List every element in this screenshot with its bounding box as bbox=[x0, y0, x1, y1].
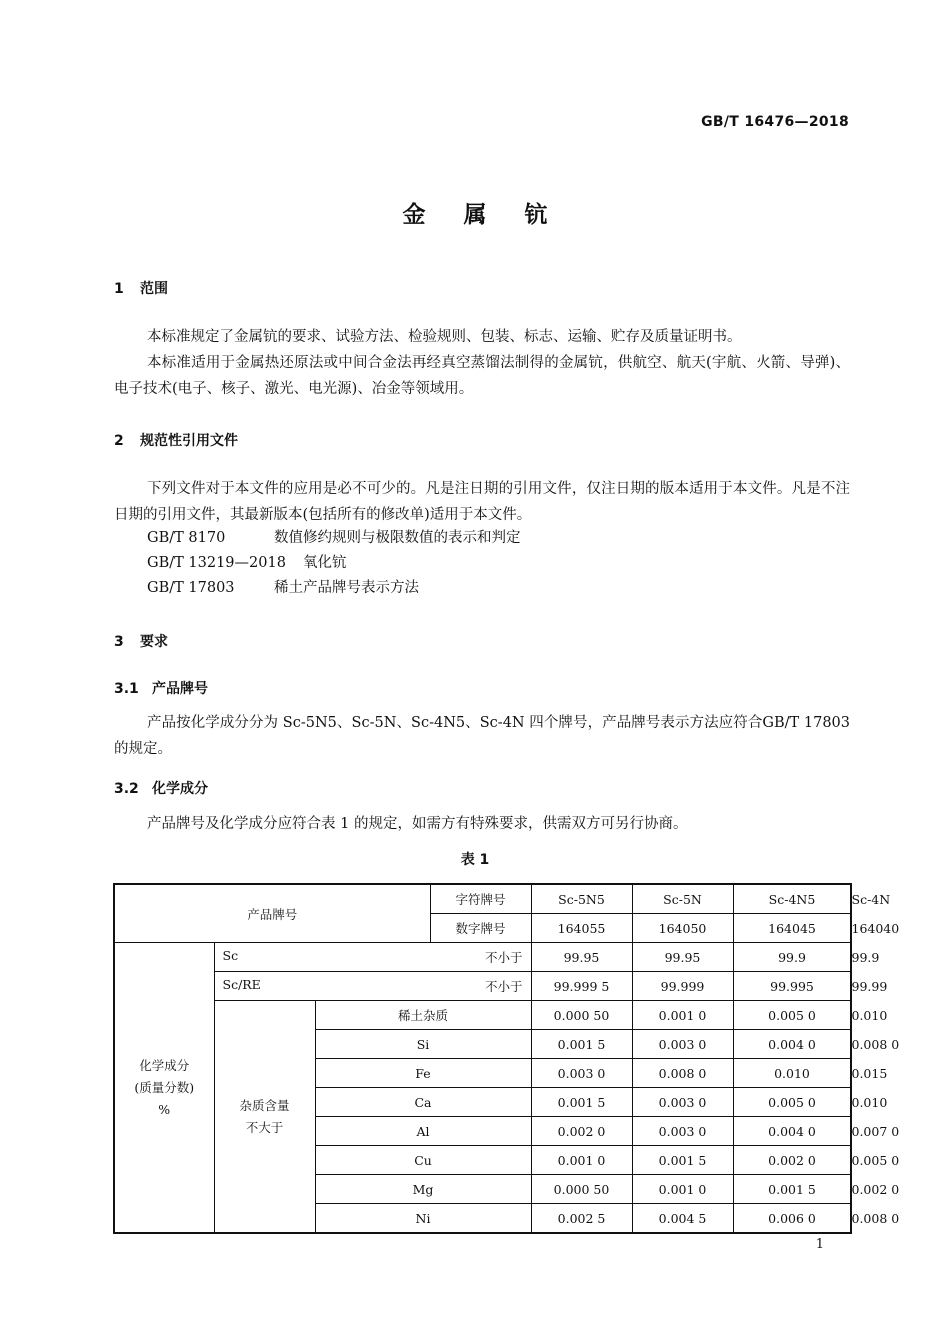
table-cell: 0.002 5 bbox=[531, 1204, 632, 1234]
table-row: 产品牌号 字符牌号 Sc-5N5 Sc-5N Sc-4N5 Sc-4N bbox=[114, 884, 851, 914]
table-cell: 0.003 0 bbox=[531, 1059, 632, 1088]
table-cell: 99.999 bbox=[632, 972, 733, 1001]
section-3-number: 3 bbox=[114, 634, 124, 650]
num-grade-header: 数字牌号 bbox=[430, 914, 531, 943]
section-3-1-title: 产品牌号 bbox=[152, 681, 208, 697]
table-cell: 0.003 0 bbox=[632, 1117, 733, 1146]
reference-code: GB/T 17803 bbox=[147, 580, 235, 596]
chemical-composition-table bbox=[113, 883, 900, 1234]
table-cell: 0.001 5 bbox=[733, 1175, 851, 1204]
table-cell: 0.001 5 bbox=[531, 1030, 632, 1059]
impurity-content-header bbox=[214, 1001, 315, 1234]
section-3-2-title: 化学成分 bbox=[152, 781, 208, 797]
reference-title: 氧化钪 bbox=[303, 555, 347, 571]
table-cell: Ca bbox=[315, 1088, 531, 1117]
section-3-title: 要求 bbox=[140, 634, 168, 650]
table-cell: 0.001 0 bbox=[531, 1146, 632, 1175]
table-row: Cu 0.001 0 0.001 5 0.002 0 0.005 0 bbox=[114, 1146, 851, 1175]
table-cell: 0.002 0 bbox=[733, 1146, 851, 1175]
element-name: Sc/RE bbox=[222, 977, 261, 992]
section-1-title: 范围 bbox=[140, 281, 168, 297]
table-cell: 0.001 5 bbox=[531, 1088, 632, 1117]
table-cell: 0.000 50 bbox=[531, 1001, 632, 1030]
table-cell: Mg bbox=[315, 1175, 531, 1204]
section-1-body bbox=[114, 324, 850, 402]
impurity-label-line: 杂质含量 bbox=[239, 1097, 290, 1113]
table-cell: 164055 bbox=[531, 914, 632, 943]
table-row: Sc/RE 不小于 99.999 5 99.999 99.995 99.99 bbox=[114, 972, 851, 1001]
table-cell: 99.9 bbox=[733, 943, 851, 972]
table-cell: Ni bbox=[315, 1204, 531, 1234]
section-2-body bbox=[114, 476, 850, 528]
table-cell: 164050 bbox=[632, 914, 733, 943]
table-cell bbox=[214, 943, 531, 972]
table-caption: 表 1 bbox=[460, 852, 490, 868]
section-1-paragraph-2: 本标准适用于金属热还原法或中间合金法再经真空蒸馏法制得的金属钪，供航空、航天(宇航、火箭、导弹)、电子技术(电子、核子、激光、电光源)、冶金等领域用。 bbox=[114, 355, 850, 397]
section-3-1-heading bbox=[114, 678, 208, 698]
section-3-1-paragraph-1: 产品按化学成分分为 Sc-5N5、Sc-5N、Sc-4N5、Sc-4N 四个牌号，产品牌号表示方法应符合GB/T 17803的规定。 bbox=[114, 715, 850, 757]
table-row: Al 0.002 0 0.003 0 0.004 0 0.007 0 bbox=[114, 1117, 851, 1146]
impurity-label-line: 不大于 bbox=[245, 1119, 284, 1135]
char-grade-header: 字符牌号 bbox=[430, 884, 531, 914]
table-cell: 99.995 bbox=[733, 972, 851, 1001]
table-row: Mg 0.000 50 0.001 0 0.001 5 0.002 0 bbox=[114, 1175, 851, 1204]
table-cell: 0.005 0 bbox=[733, 1088, 851, 1117]
table-row: 化学成分 (质量分数) % Sc 不小于 99.95 99.95 99.9 99.9 bbox=[114, 943, 851, 972]
chemical-composition-header bbox=[114, 943, 214, 1234]
table-cell: Cu bbox=[315, 1146, 531, 1175]
standard-number: GB/T 16476—2018 bbox=[701, 114, 849, 130]
row-label bbox=[215, 977, 531, 995]
table-cell: Fe bbox=[315, 1059, 531, 1088]
section-3-2-body bbox=[114, 811, 850, 837]
section-2-paragraph-1: 下列文件对于本文件的应用是必不可少的。凡是注日期的引用文件，仅注日期的版本适用于本文件。凡是不注日期的引用文件，其最新版本(包括所有的修改单)适用于本文件。 bbox=[114, 481, 850, 523]
section-1-number: 1 bbox=[114, 281, 124, 297]
table-row: Si 0.001 5 0.003 0 0.004 0 0.008 0 bbox=[114, 1030, 851, 1059]
limit-label: 不小于 bbox=[484, 979, 523, 994]
table-cell: 99.999 5 bbox=[531, 972, 632, 1001]
table-cell: 0.001 0 bbox=[632, 1001, 733, 1030]
section-3-2-paragraph-1: 产品牌号及化学成分应符合表 1 的规定，如需方有特殊要求，供需双方可另行协商。 bbox=[147, 816, 688, 832]
reference-code: GB/T 13219—2018 bbox=[147, 555, 286, 571]
normative-references-list bbox=[147, 526, 521, 601]
table-cell: 0.005 0 bbox=[733, 1001, 851, 1030]
section-3-2-heading bbox=[114, 778, 208, 798]
table-cell: 0.008 0 bbox=[632, 1059, 733, 1088]
reference-item bbox=[147, 576, 521, 601]
page-number: 1 bbox=[815, 1237, 824, 1252]
table-cell: 0.010 bbox=[733, 1059, 851, 1088]
document-title: 金属钪 bbox=[402, 202, 586, 228]
limit-label: 不小于 bbox=[484, 950, 523, 965]
element-name: Sc bbox=[222, 948, 239, 963]
section-3-heading bbox=[114, 631, 168, 651]
row-label bbox=[215, 948, 531, 966]
table-cell: 0.004 5 bbox=[632, 1204, 733, 1234]
section-2-title: 规范性引用文件 bbox=[140, 433, 238, 449]
table-cell: Al bbox=[315, 1117, 531, 1146]
table-cell: Sc-4N5 bbox=[733, 884, 851, 914]
table-cell: Sc-5N bbox=[632, 884, 733, 914]
table-row: 杂质含量 不大于 稀土杂质 0.000 50 0.001 0 0.005 0 0.010 bbox=[114, 1001, 851, 1030]
chem-label-line: 化学成分 bbox=[139, 1057, 190, 1073]
table-cell: 0.006 0 bbox=[733, 1204, 851, 1234]
table-cell: 164045 bbox=[733, 914, 851, 943]
table-cell: Si bbox=[315, 1030, 531, 1059]
reference-code: GB/T 8170 bbox=[147, 530, 226, 546]
table-cell: 0.004 0 bbox=[733, 1030, 851, 1059]
reference-item bbox=[147, 526, 521, 551]
section-3-2-number: 3.2 bbox=[114, 781, 139, 797]
section-2-heading bbox=[114, 430, 238, 450]
table-cell: 99.95 bbox=[531, 943, 632, 972]
table-row: Ni 0.002 5 0.004 5 0.006 0 0.008 0 bbox=[114, 1204, 851, 1234]
table-cell: 0.001 0 bbox=[632, 1175, 733, 1204]
table-cell: 稀土杂质 bbox=[315, 1001, 531, 1030]
reference-item bbox=[147, 551, 521, 576]
reference-title: 稀土产品牌号表示方法 bbox=[274, 580, 419, 596]
section-3-1-number: 3.1 bbox=[114, 681, 139, 697]
table-row: Fe 0.003 0 0.008 0 0.010 0.015 bbox=[114, 1059, 851, 1088]
product-grade-header: 产品牌号 bbox=[114, 884, 430, 943]
table-cell bbox=[214, 972, 531, 1001]
table-row: 数字牌号 164055 164050 164045 164040 bbox=[114, 914, 851, 943]
reference-title: 数值修约规则与极限数值的表示和判定 bbox=[274, 530, 521, 546]
table-cell: 0.001 5 bbox=[632, 1146, 733, 1175]
table-cell: 0.003 0 bbox=[632, 1030, 733, 1059]
table-cell: 0.000 50 bbox=[531, 1175, 632, 1204]
section-1-heading bbox=[114, 278, 168, 298]
table-cell: 99.95 bbox=[632, 943, 733, 972]
section-3-1-body bbox=[114, 710, 850, 762]
section-1-paragraph-1: 本标准规定了金属钪的要求、试验方法、检验规则、包装、标志、运输、贮存及质量证明书。 bbox=[147, 329, 742, 345]
table-cell: 0.002 0 bbox=[531, 1117, 632, 1146]
table-cell: 0.003 0 bbox=[632, 1088, 733, 1117]
table-row: Ca 0.001 5 0.003 0 0.005 0 0.010 bbox=[114, 1088, 851, 1117]
chem-label-line: % bbox=[158, 1101, 171, 1117]
chem-label-line: (质量分数) bbox=[134, 1079, 195, 1095]
table-cell: 0.004 0 bbox=[733, 1117, 851, 1146]
section-2-number: 2 bbox=[114, 433, 124, 449]
table-cell: Sc-5N5 bbox=[531, 884, 632, 914]
